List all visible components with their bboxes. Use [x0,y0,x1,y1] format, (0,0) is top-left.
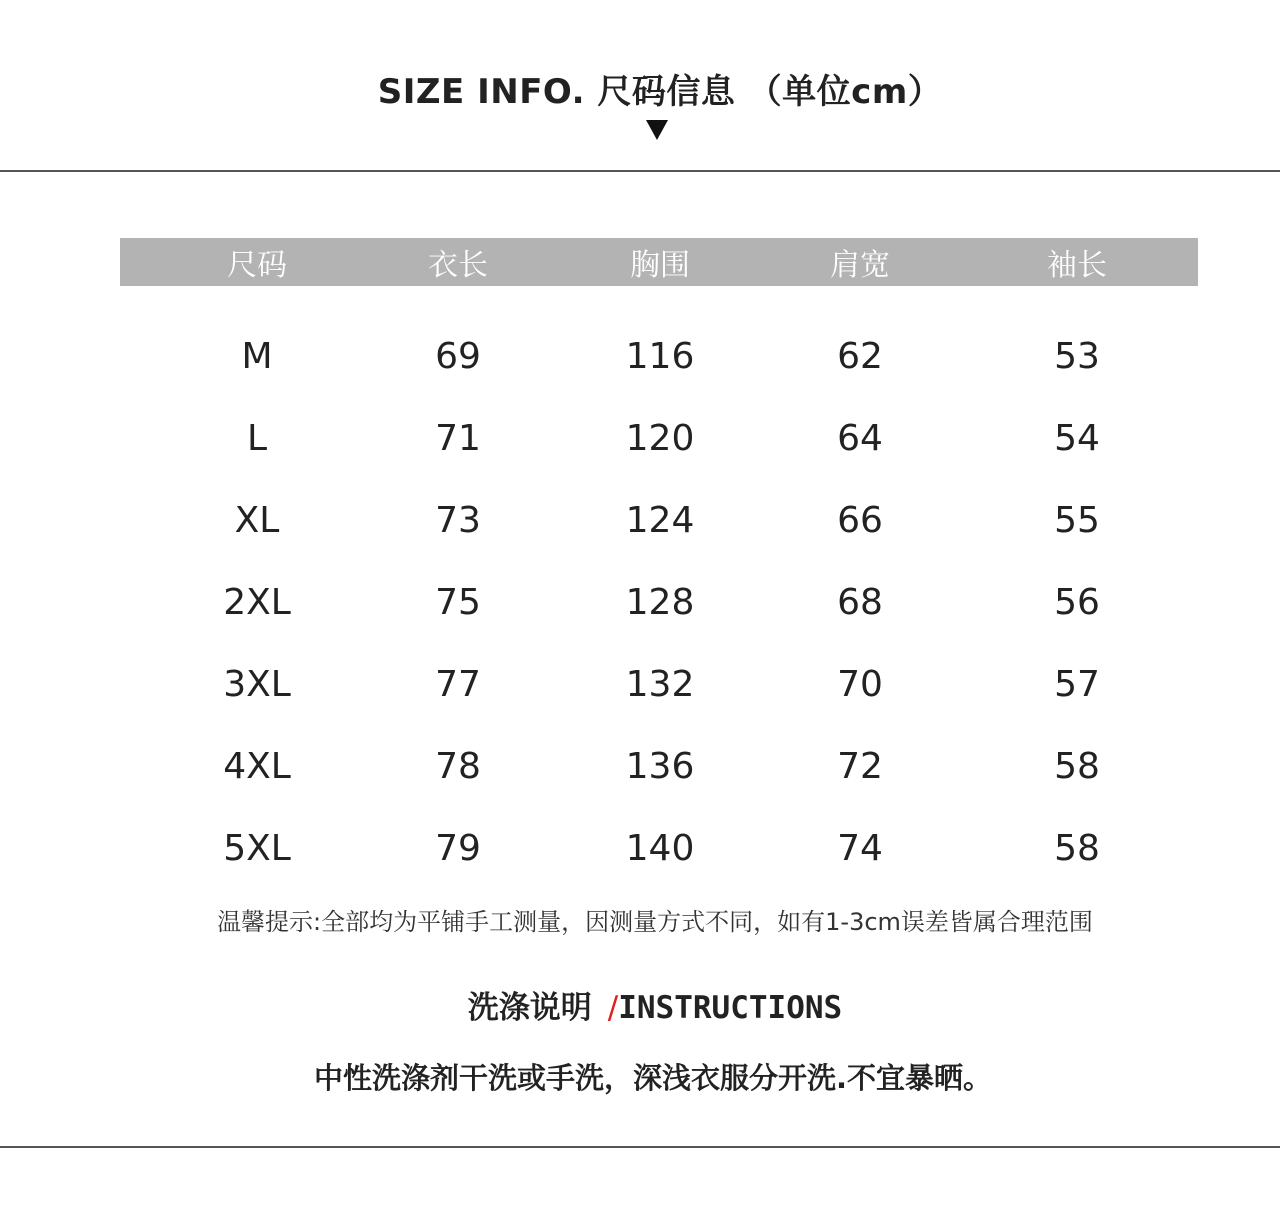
header-cell-size: 尺码 [227,248,287,283]
measurement-note: 温馨提示:全部均为平铺手工测量，因测量方式不同，如有1-3cm误差皆属合理范围 [217,908,1093,936]
cell-size: XL [234,499,280,541]
cell-shoulder: 70 [837,663,883,705]
cell-size: M [241,335,273,377]
cell-chest: 140 [625,827,695,869]
cell-sleeve: 54 [1054,417,1100,459]
table-body [120,315,1198,889]
table-row [120,807,1198,889]
cell-chest: 124 [625,499,695,541]
cell-size: 4XL [223,745,291,787]
cell-size: 3XL [223,663,291,705]
cell-size: 5XL [223,827,291,869]
table-header [120,238,1198,286]
bottom-divider [0,1146,1280,1148]
cell-length: 78 [435,745,481,787]
cell-chest: 120 [625,417,695,459]
table-row [120,725,1198,807]
table-row [120,561,1198,643]
cell-sleeve: 53 [1054,335,1100,377]
cell-length: 69 [435,335,481,377]
cell-sleeve: 57 [1054,663,1100,705]
cell-length: 79 [435,827,481,869]
cell-shoulder: 72 [837,745,883,787]
cell-length: 73 [435,499,481,541]
wash-title-cn: 洗涤说明 [467,990,592,1026]
table-row [120,397,1198,479]
header-cell-shoulder: 肩宽 [830,248,890,283]
wash-instructions-title [0,982,1280,1027]
cell-length: 77 [435,663,481,705]
cell-sleeve: 55 [1054,499,1100,541]
top-divider [0,170,1280,172]
cell-size: L [246,417,268,459]
header-cell-length: 衣长 [428,248,488,283]
wash-title-en: INSTRUCTIONS [618,990,843,1026]
cell-length: 75 [435,581,481,623]
cell-chest: 132 [625,663,695,705]
cell-shoulder: 68 [837,581,883,623]
cell-sleeve: 58 [1054,827,1100,869]
cell-chest: 116 [625,335,695,377]
wash-instructions-text: 中性洗涤剂干洗或手洗，深浅衣服分开洗.不宜暴晒。 [313,1061,993,1095]
cell-chest: 136 [625,745,695,787]
cell-size: 2XL [223,581,291,623]
header-cell-sleeve: 袖长 [1047,248,1107,283]
cell-shoulder: 62 [837,335,883,377]
wash-title-slash: / [607,990,619,1026]
cell-sleeve: 56 [1054,581,1100,623]
cell-shoulder: 74 [837,827,883,869]
arrow-down-icon [646,120,668,140]
table-row [120,315,1198,397]
page-title: SIZE INFO. 尺码信息 （单位cm） [377,72,943,112]
cell-length: 71 [435,417,481,459]
cell-shoulder: 66 [837,499,883,541]
size-table [120,238,1198,889]
header-cell-chest: 胸围 [630,248,690,283]
cell-chest: 128 [625,581,695,623]
table-row [120,479,1198,561]
cell-sleeve: 58 [1054,745,1100,787]
table-row [120,643,1198,725]
cell-shoulder: 64 [837,417,883,459]
